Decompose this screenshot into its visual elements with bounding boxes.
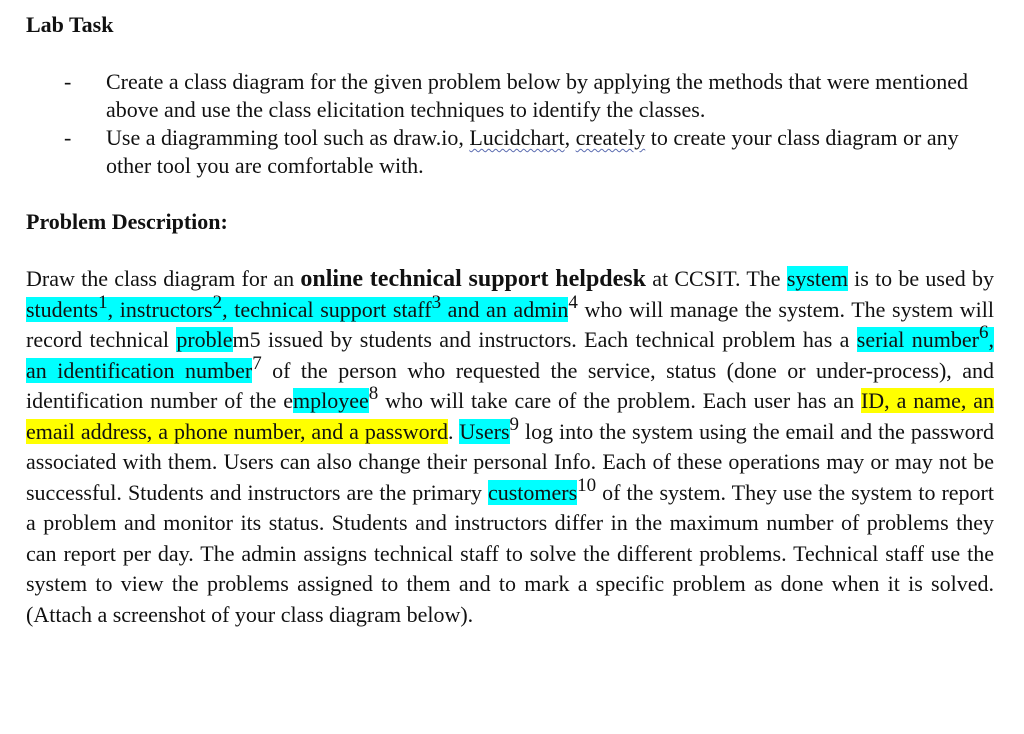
text-run: of the system. They use the system to report a problem and monitor its status. Students and instructors differ in the maximum number of problems they can report per day. The admin assigns technical staff to solve the different problems. Technical staff use the system to view the problems assigned to them and to mark a specific problem as done when it is solved. (Attach a screenshot of your class diagram below). [26,479,994,627]
footnote-number: 9 [509,413,520,435]
highlight-system: system [786,266,848,291]
text-run: is to be used by [847,266,994,291]
footnote-number: 10 [577,474,597,496]
text-run: and an admin [441,296,569,322]
text-run: who will manage the system. The system will record technical [26,296,994,352]
text-run: who will take care of the problem. Each user has an [378,388,861,413]
highlight-users: Users [459,418,510,444]
highlight-employee: mployee [293,388,369,413]
text-run: at CCSIT. The [645,266,787,291]
emphasis-helpdesk: online technical support helpdesk [300,266,646,292]
text-run: students [26,296,99,322]
highlight-customers: customers [487,479,578,505]
problem-heading: Problem Description: [26,209,228,234]
highlight-user-attributes: ID, a name, an email address, a phone number, and a password [26,388,995,444]
text-run: , instructors [107,296,213,322]
highlight-problem: proble [176,327,233,352]
task-text: Use a diagramming tool such as draw.io, [106,125,470,150]
bullet-dash: - [64,125,72,150]
bullet-dash: - [64,69,72,94]
text-run: , technical support staff [222,296,432,322]
text-run: serial number [856,327,979,352]
footnote-number: 1 [98,291,108,313]
footnote-number: 8 [368,383,379,404]
task-item [0,68,986,124]
task-text: to create your class diagram or any other tool you are comfortable with. [106,125,959,178]
text-run: . [447,418,460,444]
footnote-number: 6 [979,322,989,343]
text-run: m5 issued by students and instructors. Each technical problem has a [232,327,857,352]
task-item [0,124,986,180]
problem-paragraph [26,264,994,630]
highlight-actors [26,291,569,322]
task-text: Create a class diagram for the given problem below by applying the methods that were mentioned above and use the class elicitation techniques to identify the classes. [106,69,969,122]
footnote-number: 3 [431,291,442,313]
text-run: of the person who requested the service, status (done or under-process), and identification number of the e [26,357,994,413]
text-run: log into the system using the email and the password associated with them. Users can also change their personal Info. Each of these operations may or may not be successful. Students and instructors are the primary [26,418,994,505]
footnote-number: 2 [212,291,223,313]
footnote-number: 4 [568,291,578,313]
footnote-number: 7 [252,352,262,374]
text-run: , an identification number [26,327,994,383]
task-text: , [564,125,576,150]
text-run: Draw the class diagram for an [26,266,301,291]
tool-name-creately: creately [575,125,646,150]
tool-name-lucidchart: Lucidchart [469,125,565,150]
task-list [0,68,986,180]
lab-task-title: Lab Task [26,12,114,37]
